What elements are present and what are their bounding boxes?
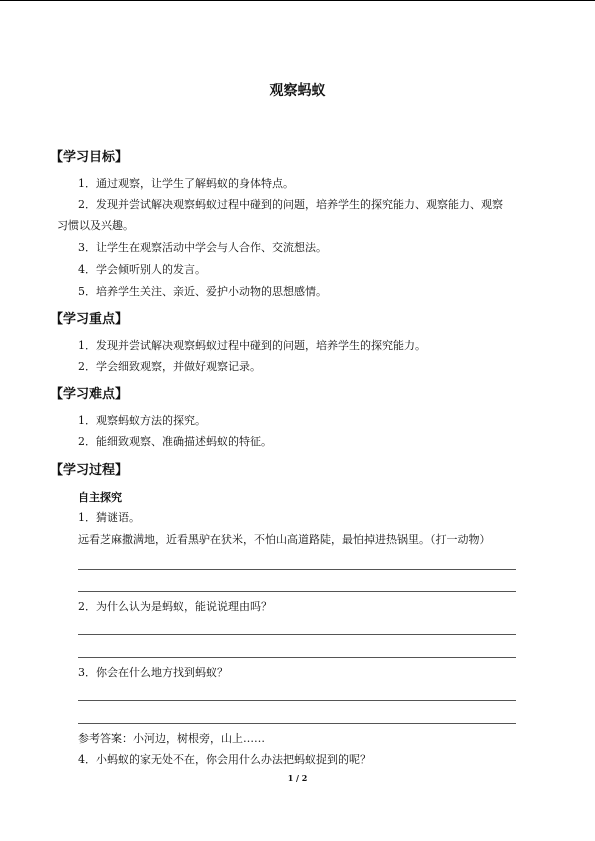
difficulty-1: 1．观察蚂蚁方法的探究。 [78,414,206,427]
section-heading-key-points: 【学习重点】 [50,312,129,327]
answer-line [78,634,516,635]
goal-item-3: 3．让学生在观察活动中学会与人合作、交流想法。 [78,241,327,254]
section-heading-difficulties: 【学习难点】 [50,387,129,402]
page-number: 1 / 2 [287,773,308,783]
difficulty-2: 2．能细致观察、准确描述蚂蚁的特征。 [78,435,272,448]
goal-item-1: 1．通过观察，让学生了解蚂蚁的身体特点。 [78,177,294,190]
goal-item-2-cont: 习惯以及兴趣。 [57,219,134,232]
answer-line [78,657,516,658]
key-point-2: 2．学会细致观察，并做好观察记录。 [78,360,261,373]
answer-line [78,723,516,724]
question-2: 2．为什么认为是蚂蚁，能说说理由吗？ [78,600,272,613]
document-title: 观察蚂蚁 [269,83,326,99]
goal-item-4: 4．学会倾听别人的发言。 [78,263,206,276]
answer-line [78,591,516,592]
riddle-text: 远看芝麻撒满地，近看黑驴在犾米，不怕山高道路陡，最怕掉进热锅里。（打一动物） [78,533,491,546]
section-heading-process: 【学习过程】 [50,463,129,478]
goal-item-2: 2．发现并尝试解决观察蚂蚁过程中碰到的问题，培养学生的探究能力、观察能力、观察 [78,198,503,211]
reference-answer: 参考答案：小河边，树根旁，山上…… [78,732,265,745]
goal-item-5: 5．培养学生关注、亲近、爱护小动物的思想感情。 [78,285,327,298]
question-1: 1．猜谜语。 [78,511,140,524]
question-4: 4．小蚂蚁的家无处不在，你会用什么办法把蚂蚁捉到的呢？ [78,753,371,766]
answer-line [78,700,516,701]
section-heading-goals: 【学习目标】 [50,150,129,165]
key-point-1: 1．发现并尝试解决观察蚂蚁过程中碰到的问题，培养学生的探究能力。 [78,339,426,352]
sub-heading-self-study: 自主探究 [78,491,122,504]
answer-line [78,569,516,570]
question-3: 3．你会在什么地方找到蚂蚁？ [78,666,228,679]
